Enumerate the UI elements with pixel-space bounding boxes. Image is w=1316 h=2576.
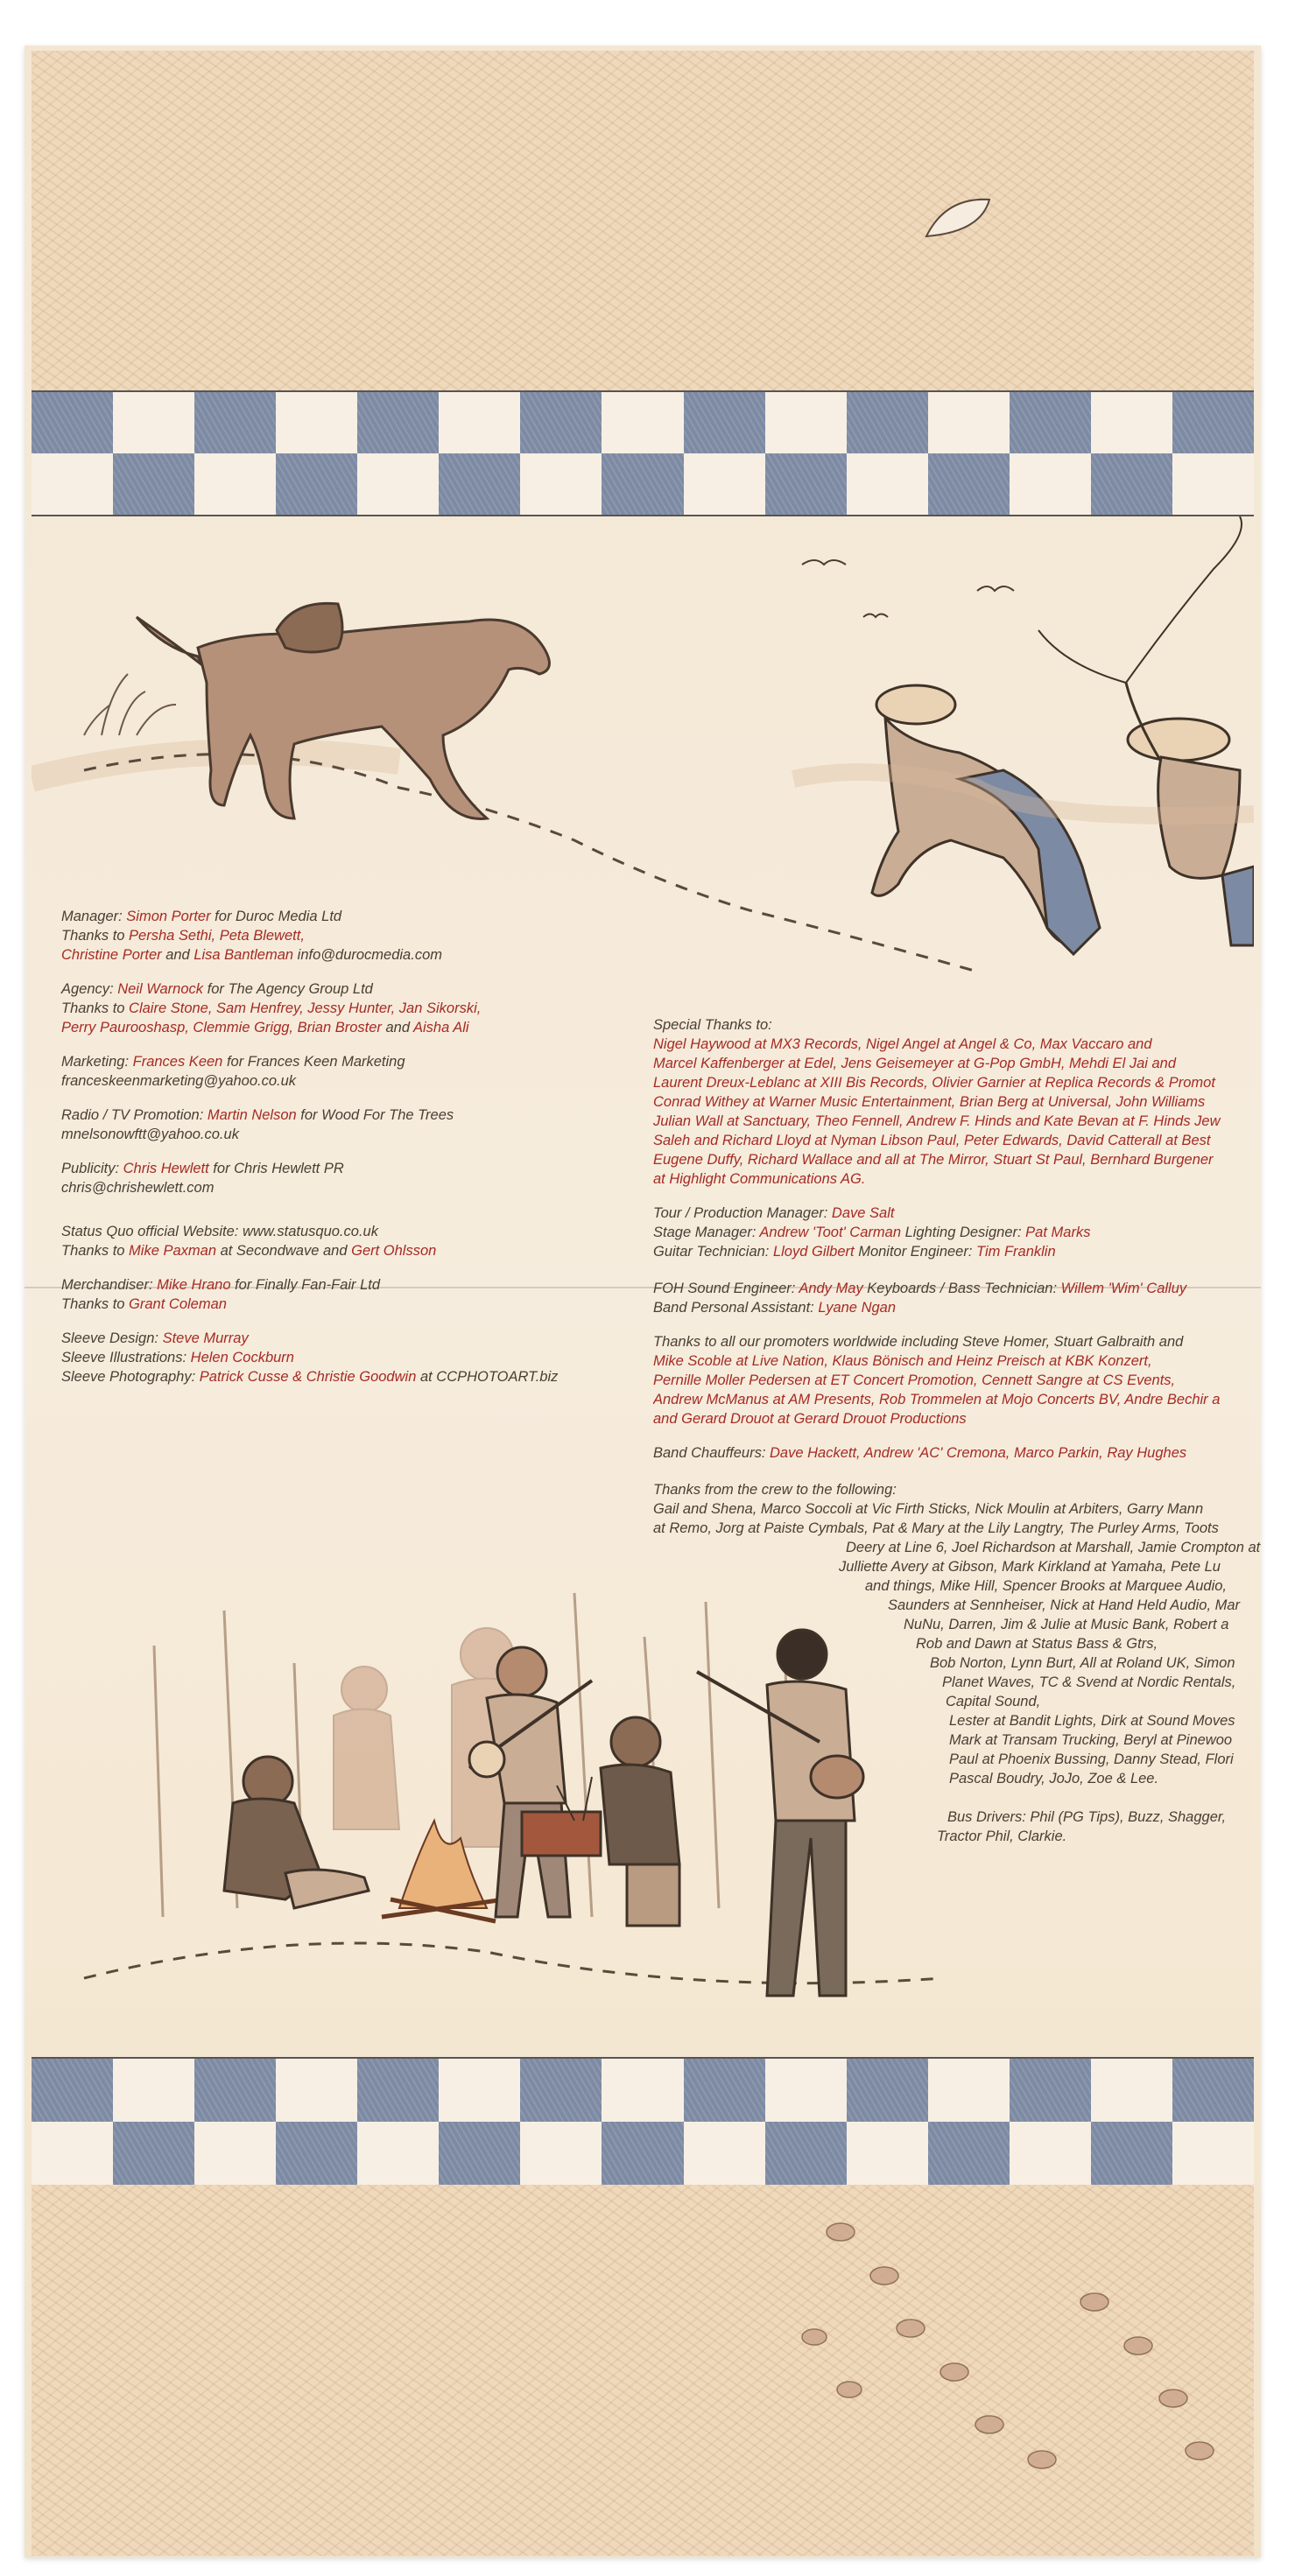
crew-thanks-line: Paul at Phoenix Bussing, Danny Stead, Flori	[949, 1751, 1234, 1767]
marketing-name: Frances Keen	[132, 1054, 223, 1070]
special-thanks-line: Nigel Haywood at MX3 Records, Nigel Angel at Angel & Co, Max Vaccaro and	[653, 1036, 1152, 1052]
stage-manager-label: Stage Manager:	[653, 1225, 760, 1240]
thanks-label: Thanks to	[61, 1296, 130, 1312]
marketing-company: for Frances Keen Marketing	[222, 1054, 405, 1070]
manager-label: Manager:	[61, 909, 127, 924]
marketing-block	[61, 1052, 622, 1091]
foh-label: FOH Sound Engineer:	[653, 1281, 799, 1296]
agency-thanks-names: Claire Stone, Sam Henfrey, Jessy Hunter, Jan Sikorski,	[129, 1000, 482, 1016]
tour-crew-block	[653, 1204, 1261, 1261]
keyboard-tech-label: Keyboards / Bass Technician:	[862, 1281, 1061, 1296]
chauffeurs-names: Dave Hackett, Andrew 'AC' Cremona, Marco Parkin, Ray Hughes	[770, 1445, 1187, 1461]
crew-thanks-line: and things, Mike Hill, Spencer Brooks at Marquee Audio,	[865, 1578, 1228, 1594]
promoters-line: and Gerard Drouot at Gerard Drouot Productions	[653, 1411, 967, 1427]
radio-company: for Wood For The Trees	[296, 1107, 454, 1123]
crew-thanks-line: Julliette Avery at Gibson, Mark Kirkland at Yamaha, Pete Lu	[839, 1559, 1221, 1575]
website-thanks-name: Gert Ohlsson	[351, 1243, 437, 1259]
lighting-designer-label: Lighting Designer:	[901, 1225, 1026, 1240]
sleeve-credits-block	[61, 1329, 622, 1386]
sleeve-illustrations-name: Helen Cockburn	[190, 1350, 294, 1365]
crew-thanks-line: Planet Waves, TC & Svend at Nordic Rentals,	[942, 1674, 1236, 1690]
chauffeurs-label: Band Chauffeurs:	[653, 1445, 770, 1461]
promoters-line: Thanks to all our promoters worldwide including Steve Homer, Stuart Galbraith and	[653, 1334, 1184, 1350]
agency-block	[61, 979, 622, 1037]
crew-thanks-line: Deery at Line 6, Joel Richardson at Marshall, Jamie Crompton at	[846, 1540, 1261, 1555]
manager-thanks-names: Persha Sethi, Peta Blewett,	[129, 928, 305, 944]
and-text: and	[381, 1020, 413, 1035]
campfire-band-illustration	[32, 1541, 951, 2048]
crew-thanks-line: Bob Norton, Lynn Burt, All at Roland UK, Simon	[930, 1655, 1235, 1671]
special-thanks-line: Laurent Dreux-Leblanc at XIII Bis Records, Olivier Garnier at Replica Records & Promot	[653, 1075, 1215, 1091]
crew-thanks-line: Pascal Boudry, JoJo, Zoe & Lee.	[949, 1771, 1159, 1786]
promoters-line: Andrew McManus at AM Presents, Rob Trommelen at Mojo Concerts BV, Andre Bechir a	[653, 1392, 1221, 1407]
special-thanks-line: Marcel Kaffenberger at Edel, Jens Geisemeyer at G-Pop GmbH, Mehdi El Jai and	[653, 1056, 1177, 1071]
leaf-icon	[919, 193, 998, 245]
foh-name: Andy May	[799, 1281, 863, 1296]
top-checker-border	[32, 390, 1254, 516]
bush-icon	[84, 674, 176, 735]
agency-thanks-names: Perry Paurooshasp, Clemmie Grigg, Brian Broster	[61, 1020, 382, 1035]
special-thanks-line: at Highlight Communications AG.	[653, 1171, 866, 1187]
crew-thanks-line: NuNu, Darren, Jim & Julie at Music Bank, Robert a	[904, 1617, 1229, 1632]
crew-thanks-line: Gail and Shena, Marco Soccoli at Vic Firth Sticks, Nick Moulin at Arbiters, Garry Mann	[653, 1501, 1204, 1517]
marketing-label: Marketing:	[61, 1054, 133, 1070]
radio-email: mnelsonowftt@yahoo.co.uk	[61, 1127, 239, 1142]
radio-label: Radio / TV Promotion:	[61, 1107, 208, 1123]
tour-manager-name: Dave Salt	[831, 1205, 895, 1221]
assistant-label: Band Personal Assistant:	[653, 1300, 819, 1316]
special-thanks-line: Eugene Duffy, Richard Wallace and all at The Mirror, Stuart St Paul, Bernhard Burgener	[653, 1152, 1214, 1168]
merch-name: Mike Hrano	[157, 1277, 231, 1293]
sleeve-illustrations-label: Sleeve Illustrations:	[61, 1350, 191, 1365]
special-thanks-line: Saleh and Richard Lloyd at Nyman Libson Paul, Peter Edwards, David Catterall at Best	[653, 1133, 1211, 1148]
promoters-line: Mike Scoble at Live Nation, Klaus Bönisch and Heinz Preisch at KBK Konzert,	[653, 1353, 1152, 1369]
footprints-illustration	[788, 2197, 1243, 2547]
special-thanks-heading: Special Thanks to:	[653, 1017, 772, 1033]
guitar-tech-label: Guitar Technician:	[653, 1244, 773, 1260]
prospector-crawling-icon	[872, 685, 1100, 954]
agency-company: for The Agency Group Ltd	[203, 981, 373, 997]
top-sketch-band	[32, 51, 1254, 390]
horse-icon	[137, 603, 549, 818]
crew-thanks-line: Mark at Transam Trucking, Beryl at Pinewoo	[949, 1732, 1233, 1748]
publicity-label: Publicity:	[61, 1161, 123, 1176]
promoters-line: Pernille Moller Pedersen at ET Concert Promotion, Cennett Sangre at CS Events,	[653, 1372, 1176, 1388]
radio-block	[61, 1106, 622, 1144]
merch-company: for Finally Fan-Fair Ltd	[230, 1277, 381, 1293]
publicity-name: Chris Hewlett	[123, 1161, 209, 1176]
monitor-engineer-label: Monitor Engineer:	[854, 1244, 977, 1260]
agency-label: Agency:	[61, 981, 118, 997]
sleeve-photography-label: Sleeve Photography:	[61, 1369, 200, 1385]
guitar-player-icon	[697, 1630, 863, 1996]
special-thanks-line: Julian Wall at Sanctuary, Theo Fennell, Andrew F. Hinds and Kate Bevan at F. Hinds Jew	[653, 1113, 1221, 1129]
crew-thanks-line: at Remo, Jorg at Paiste Cymbals, Pat & Mary at the Lily Langtry, The Purley Arms, Toots	[653, 1520, 1219, 1536]
manager-company: for Duroc Media Ltd	[210, 909, 342, 924]
agency-name: Neil Warnock	[117, 981, 204, 997]
publicity-block	[61, 1159, 622, 1197]
foh-block	[653, 1279, 1261, 1317]
manager-name: Simon Porter	[126, 909, 211, 924]
bus-drivers-line: Tractor Phil, Clarkie.	[937, 1828, 1067, 1844]
sleeve-design-name: Steve Murray	[162, 1330, 249, 1346]
crew-thanks-line: Saunders at Sennheiser, Nick at Hand Held Audio, Mar	[888, 1597, 1241, 1613]
special-thanks-line: Conrad Withey at Warner Music Entertainment, Brian Berg at Universal, John Williams	[653, 1094, 1206, 1110]
chauffeurs-block	[653, 1443, 1261, 1463]
crew-thanks-heading: Thanks from the crew to the following:	[653, 1482, 897, 1498]
sleeve-photography-site: at CCPHOTOART.biz	[416, 1369, 559, 1385]
keyboard-tech-name: Willem 'Wim' Calluy	[1060, 1281, 1187, 1296]
credits-left-column	[61, 907, 622, 1401]
thanks-label: Thanks to	[61, 928, 130, 944]
publicity-company: for Chris Hewlett PR	[208, 1161, 344, 1176]
and-text: and	[161, 947, 194, 963]
lighting-designer-name: Pat Marks	[1025, 1225, 1091, 1240]
thanks-label: Thanks to	[61, 1243, 130, 1259]
special-thanks-block	[653, 1015, 1261, 1189]
merch-label: Merchandiser:	[61, 1277, 158, 1293]
bus-drivers-line: Bus Drivers: Phil (PG Tips), Buzz, Shagger,	[947, 1809, 1227, 1825]
website-thanks-name: Mike Paxman	[129, 1243, 216, 1259]
sleeve-design-label: Sleeve Design:	[61, 1330, 163, 1346]
stage-manager-name: Andrew 'Toot' Carman	[759, 1225, 901, 1240]
guitar-tech-name: Lloyd Gilbert	[772, 1244, 855, 1260]
manager-thanks-name: Christine Porter	[61, 947, 162, 963]
website-block	[61, 1222, 622, 1260]
radio-name: Martin Nelson	[207, 1107, 297, 1123]
sleeve-photography-names: Patrick Cusse & Christie Goodwin	[199, 1369, 417, 1385]
agency-thanks-name: Aisha Ali	[412, 1020, 469, 1035]
manager-block	[61, 907, 622, 965]
assistant-name: Lyane Ngan	[818, 1300, 897, 1316]
website-line: Status Quo official Website: www.statusquo.co.uk	[61, 1224, 378, 1239]
tour-manager-label: Tour / Production Manager:	[653, 1205, 832, 1221]
merch-thanks-name: Grant Coleman	[129, 1296, 227, 1312]
bird-icon	[802, 560, 1014, 617]
bottom-checker-border	[32, 2057, 1254, 2186]
manager-email: info@durocmedia.com	[293, 947, 442, 963]
website-company: at Secondwave and	[216, 1243, 352, 1259]
manager-thanks-name: Lisa Bantleman	[194, 947, 294, 963]
promoters-block	[653, 1332, 1261, 1428]
crew-thanks-line: Lester at Bandit Lights, Dirk at Sound Moves	[949, 1713, 1235, 1729]
crew-thanks-line: Capital Sound,	[946, 1694, 1041, 1709]
crew-thanks-line: Rob and Dawn at Status Bass & Gtrs,	[916, 1636, 1158, 1652]
thanks-label: Thanks to	[61, 1000, 130, 1016]
monitor-engineer-name: Tim Franklin	[976, 1244, 1056, 1260]
merch-block	[61, 1275, 622, 1314]
publicity-email: chris@chrishewlett.com	[61, 1180, 215, 1196]
marketing-email: franceskeenmarketing@yahoo.co.uk	[61, 1073, 297, 1089]
